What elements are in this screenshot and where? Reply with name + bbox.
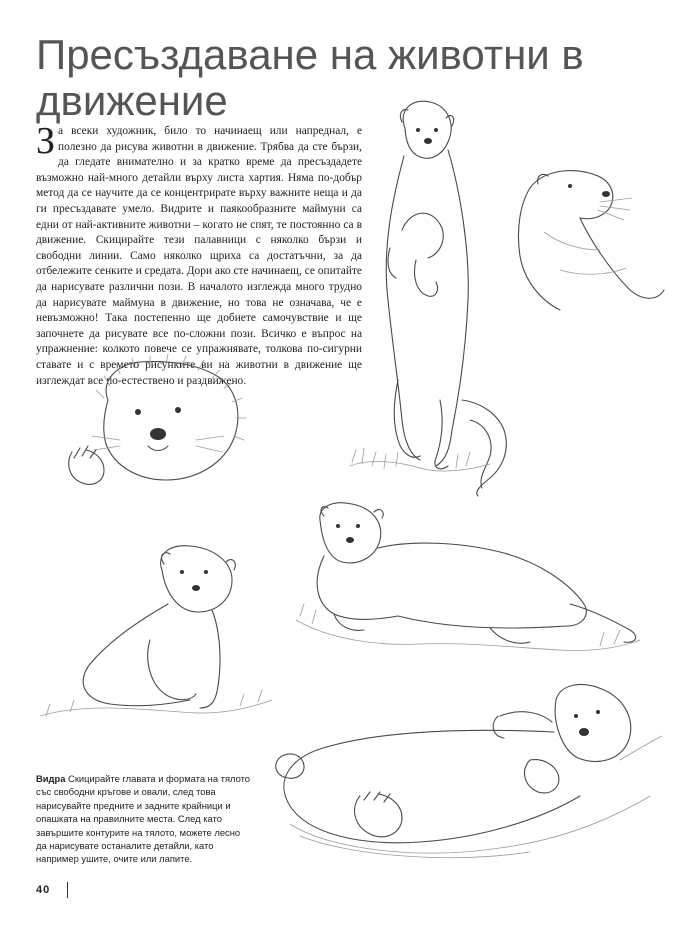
lying-otter-sketch	[296, 503, 640, 651]
drop-cap: З	[36, 120, 56, 162]
page-title: Пресъздаване на животни в движение	[36, 31, 584, 124]
floating-otter-sketch	[276, 685, 662, 858]
page-number: 40	[36, 884, 51, 896]
caption-label: Видра	[36, 773, 66, 784]
figure-caption	[36, 772, 252, 866]
standing-otter-sketch	[350, 101, 506, 496]
caption-text: Скицирайте главата и формата на тялото със свободни кръгове и овали, след това нарисувайте предните и задните крайници и опашката на правилните места. След като завършите контурите на тялото, можете лесно да нарисувате останалите детайли, като например ушите, очите или лапите.	[36, 773, 251, 865]
otter-head-sketch	[518, 171, 664, 310]
page-number-divider	[67, 882, 68, 898]
intro-text: а всеки художник, било то начинаещ или напреднал, е полезно да рисува животни в движение. Трябва да сте бързи, да гледате внимателно и за кратко време да пресъздадете възможно най-много детайли върху листа хартия. Няма по-добър метод да се научите да се концентрирате върху важните неща и да ги пресъздавате умело. Видрите и паякообразните маймуни са едни от най-активните животни – когато не спят, те постоянно са в движение. Скицирайте тези палавници с няколко бързи и свободни линии. Само няколко щриха са достатъчни, за да отбележите сенките и средата. Дори ако сте начинаещ, се опитайте да нарисувате различни пози. В началото изглежда много трудно да нарисувате маймуна в движение, но това не означава, че е невъзможно! Така постепенно ще добиете самочувствие и ще започнете да рисувате все по-сложни пози. Всичко е въпрос на упражнение: колкото повече се упражнявате, толкова по-сигурни ставате и с времето рисунките ви на животни в движение ще изглеждат все по-естествено и раздвижено.	[36, 125, 362, 387]
furry-otter-head-sketch	[69, 354, 246, 484]
sitting-otter-sketch	[40, 546, 272, 716]
